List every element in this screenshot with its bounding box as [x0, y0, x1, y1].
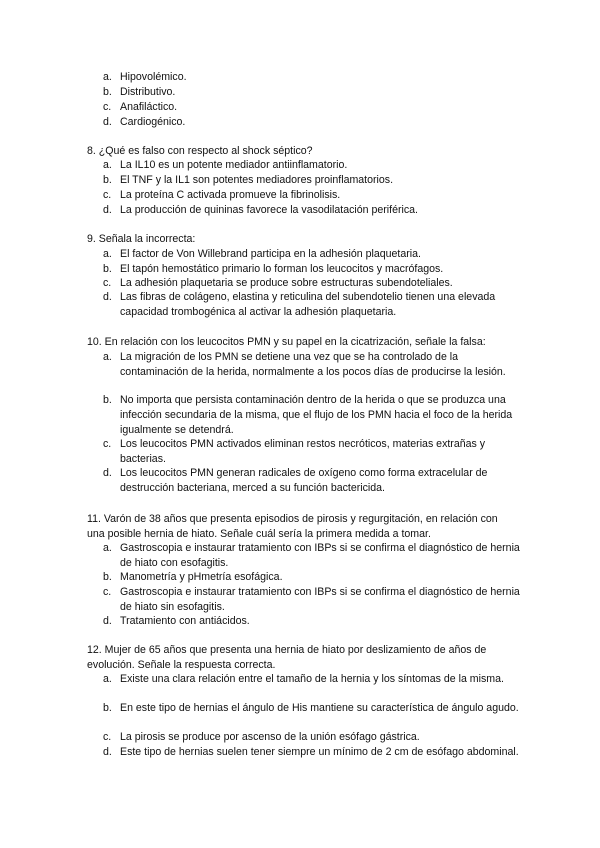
option-letter: c. — [103, 731, 112, 743]
option-text: En este tipo de hernias el ángulo de His mantiene su característica de ángulo agudo. — [120, 702, 519, 714]
q8-stem: 8. ¿Qué es falso con respecto al shock séptico? — [87, 145, 313, 157]
option-letter: a. — [103, 351, 112, 363]
q12-option-d — [103, 745, 523, 760]
q9-option-d — [103, 290, 523, 320]
option-text: Los leucocitos PMN activados eliminan restos necróticos, materias extrañas y bacterias. — [120, 438, 486, 465]
q10-option-c — [103, 437, 523, 467]
option-letter: b. — [103, 263, 112, 275]
q8-option-c — [103, 188, 523, 203]
option-text: La adhesión plaquetaria se produce sobre estructuras subendoteliales. — [120, 277, 453, 289]
option-text: Distributivo. — [120, 86, 176, 98]
option-text: Gastroscopia e instaurar tratamiento con IBPs si se confirma el diagnóstico de hernia de hiato con esofagitis. — [120, 542, 520, 569]
option-text: Este tipo de hernias suelen tener siempre un mínimo de 2 cm de esófago abdominal. — [120, 746, 519, 758]
q10-option-a — [103, 350, 523, 380]
option-text: Existe una clara relación entre el tamaño de la hernia y los síntomas de la misma. — [120, 673, 504, 685]
option-letter: b. — [103, 86, 112, 98]
q8-option-d — [103, 203, 523, 218]
option-text: Gastroscopia e instaurar tratamiento con IBPs si se confirma el diagnóstico de hernia de hiato sin esofagitis. — [120, 586, 520, 613]
option-letter: a. — [103, 673, 112, 685]
option-letter: b. — [103, 394, 112, 406]
option-text: La producción de quininas favorece la vasodilatación periférica. — [120, 204, 418, 216]
option-text: La IL10 es un potente mediador antiinflamatorio. — [120, 159, 348, 171]
option-letter: d. — [103, 116, 112, 128]
option-text: La migración de los PMN se detiene una vez que se ha controlado de la contaminación de la herida, normalmente a los pocos días de producirse la lesión. — [120, 351, 506, 378]
option-letter: b. — [103, 571, 112, 583]
q10-stem: 10. En relación con los leucocitos PMN y su papel en la cicatrización, señale la falsa: — [87, 336, 486, 348]
option-letter: a. — [103, 159, 112, 171]
option-letter: b. — [103, 702, 112, 714]
option-text: Manometría y pHmetría esofágica. — [120, 571, 283, 583]
option-letter: c. — [103, 101, 112, 113]
option-text: Tratamiento con antiácidos. — [120, 615, 250, 627]
option-letter: c. — [103, 438, 112, 450]
option-letter: d. — [103, 291, 112, 303]
q11-option-d — [103, 614, 523, 629]
option-letter: a. — [103, 542, 112, 554]
q9-option-a — [103, 247, 523, 262]
option-text: La pirosis se produce por ascenso de la unión esófago gástrica. — [120, 731, 420, 743]
option-text: Anafiláctico. — [120, 101, 178, 113]
q8-option-b — [103, 173, 523, 188]
q10-option-b — [103, 393, 523, 438]
option-text: La proteína C activada promueve la fibrinolisis. — [120, 189, 341, 201]
option-text: El TNF y la IL1 son potentes mediadores proinflamatorios. — [120, 174, 394, 186]
q12-option-b — [103, 701, 523, 716]
q8-option-a — [103, 158, 523, 173]
q12-stem: 12. Mujer de 65 años que presenta una hernia de hiato por deslizamiento de años de evolución. Señale la respuesta correcta. — [87, 644, 487, 671]
q9-option-b — [103, 262, 523, 277]
q11-option-c — [103, 585, 523, 615]
q7-option-c — [103, 100, 523, 115]
option-text: Cardiogénico. — [120, 116, 186, 128]
q9-option-c — [103, 276, 523, 291]
q7-option-a — [103, 70, 523, 85]
option-text: Hipovolémico. — [120, 71, 187, 83]
q7-option-b — [103, 85, 523, 100]
option-letter: c. — [103, 277, 112, 289]
option-text: Las fibras de colágeno, elastina y reticulina del subendotelio tienen una elevada capacidad trombogénica al activar la adhesión plaquetaria. — [120, 291, 496, 318]
option-letter: c. — [103, 189, 112, 201]
q11-option-b — [103, 570, 523, 585]
q7-option-d — [103, 115, 523, 130]
q12-option-c — [103, 730, 523, 745]
q10-option-d — [103, 466, 523, 496]
q12-option-a — [103, 672, 523, 687]
option-letter: d. — [103, 615, 112, 627]
option-letter: d. — [103, 204, 112, 216]
option-text: No importa que persista contaminación dentro de la herida o que se produzca una infección secundaria de la misma, que el flujo de los PMN hacia el foco de la herida igualmente se detendrá. — [120, 394, 513, 436]
q11-stem: 11. Varón de 38 años que presenta episodios de pirosis y regurgitación, en relación con una posible hernia de hiato. Señale cuál sería la primera medida a tomar. — [87, 513, 498, 540]
option-text: El factor de Von Willebrand participa en la adhesión plaquetaria. — [120, 248, 421, 260]
q9-stem: 9. Señala la incorrecta: — [87, 233, 196, 245]
option-text: El tapón hemostático primario lo forman los leucocitos y macrófagos. — [120, 263, 444, 275]
option-letter: d. — [103, 746, 112, 758]
option-letter: a. — [103, 71, 112, 83]
option-letter: c. — [103, 586, 112, 598]
q11-option-a — [103, 541, 523, 571]
option-letter: a. — [103, 248, 112, 260]
option-letter: d. — [103, 467, 112, 479]
option-letter: b. — [103, 174, 112, 186]
option-text: Los leucocitos PMN generan radicales de oxígeno como forma extracelular de destrucción bacteriana, merced a su función bactericida. — [120, 467, 488, 494]
